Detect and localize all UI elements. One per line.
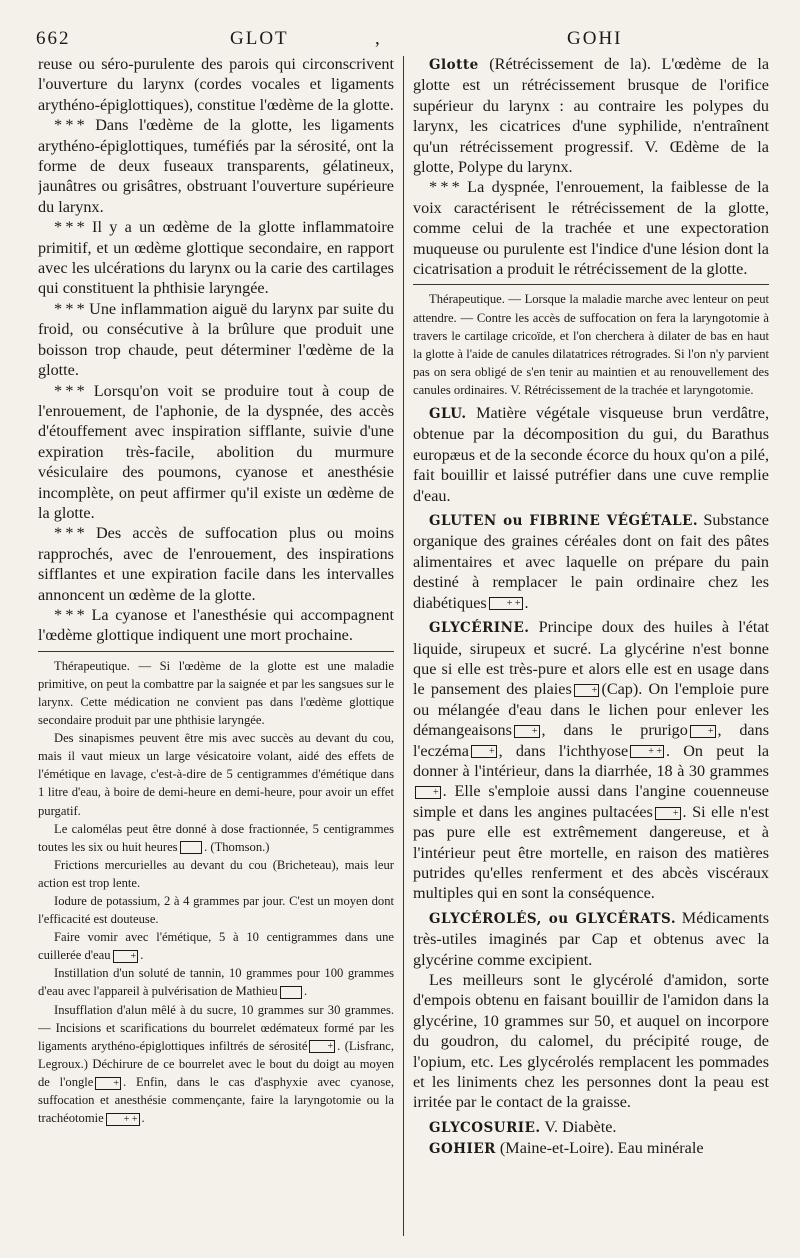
- entry-headword: GLUTEN ou FIBRINE VÉGÉTALE.: [429, 513, 699, 530]
- therapy-paragraph: Faire vomir avec l'émétique, 5 à 10 centigrammes dans une cuillerée d'eau + .: [38, 930, 394, 963]
- plus-box-symbol: +: [113, 950, 139, 963]
- therapy-paragraph: Iodure de potassium, 2 à 4 grammes par jour. C'est un moyen dont l'efficacité est douteuse.: [38, 894, 394, 927]
- therapy-paragraph: Insufflation d'alun mêlé à du sucre, 10 grammes sur 30 grammes. — Incisions et scarifications du bourrelet œdémateux formé par les ligaments arythéno-épiglottiques infiltrés de sérosité + . (Lisfranc, Legroux.) Déchirure de ce bourrelet avec le bout du doigt au moyen de l'ongle + . Enfin, dans le cas d'asphyxie avec cyanose, suffocation et anesthésie commençante, faire la laryngotomie ou la trachéotomie + + .: [38, 1002, 394, 1126]
- entry-glu: GLU. Matière végétale visqueuse brun verdâtre, obtenue par la décomposition du gui, du Barathus europæus et de la seconde écorce du houx qu'on a pilé, fait bouillir et laissé putréfier dans une cuve remplie d'eau.: [413, 404, 769, 505]
- plus-box-symbol: +: [471, 745, 497, 758]
- empty-box-symbol: [180, 841, 203, 854]
- entry-glotte: Glotte (Rétrécissement de la). L'œdème de la glotte est un rétrécissement brusque de l'orifice supérieur du larynx : au contraire les polypes du larynx, les cicatrices d'une syphilide, n'entraînent qu'un rétrécissement progressif. V. Œdème de la glotte, Polype du larynx.: [413, 55, 769, 177]
- entry-headword: GLYCÉROLÉS, ou GLYCÉRATS.: [429, 910, 677, 927]
- therapy-paragraph: Instillation d'un soluté de tannin, 10 grammes pour 100 grammes d'eau avec l'appareil à pulvérisation de Mathieu .: [38, 966, 394, 999]
- left-column: [38, 54, 394, 1244]
- right-column: [413, 54, 769, 1244]
- paragraph: * * * La cyanose et l'anesthésie qui accompagnent l'œdème glottique indiquent une mort prochaine.: [38, 605, 394, 645]
- plus-box-symbol: +: [95, 1077, 121, 1090]
- paragraph: * * * Il y a un œdème de la glotte inflammatoire primitif, et un œdème glottique secondaire, en rapport avec les ulcérations du larynx ou la carie des cartilages qui constituent la phthisie laryngée.: [38, 218, 394, 298]
- entry-headword: GLYCOSURIE.: [429, 1119, 541, 1136]
- section-rule: [413, 284, 769, 285]
- entry-glycosurie: GLYCOSURIE. V. Diabète.: [429, 1117, 617, 1136]
- empty-box-symbol: [280, 986, 303, 999]
- header-mark: ,: [375, 28, 382, 49]
- paragraph: * * * Une inflammation aiguë du larynx par suite du froid, ou consécutive à la brûlure que produit une boisson trop chaude, peut déterminer l'œdème de la glotte.: [38, 299, 394, 380]
- header-left-word: GLOT: [230, 28, 289, 49]
- paragraph: * * * La dyspnée, l'enrouement, la faiblesse de la voix caractérisent le rétrécissement de la glotte, comme celui de la trachée et une expectoration muqueuse ou purulente est l'indice d'une lésion dont la cicatrisation a produit le rétrécissement de la glotte.: [413, 178, 769, 279]
- header-right-word: GOHI: [567, 28, 623, 49]
- paragraph: Les meilleurs sont le glycérolé d'amidon, sorte d'empois obtenu en faisant bouillir de l'amidon dans la glycérine, 10 grammes sur 50, et auquel on incorpore du goudron, du calomel, du précipité rouge, de l'opium, etc. Les glycérolés remplacent les pommades et les liniments chez les personnes dont la peau est irritée par le contact de la graisse.: [413, 971, 769, 1112]
- plus-box-symbol: +: [514, 725, 540, 738]
- entry-gluten: GLUTEN ou FIBRINE VÉGÉTALE. Substance organique des graines céréales dont on fait des pâtes alimentaires et avec laquelle on prépare du pain destiné à remplacer le pain ordinaire chez les diabétiques + + .: [413, 511, 769, 612]
- entry-headword: Glotte: [429, 57, 479, 73]
- entry-glycerine: GLYCÉRINE. Principe doux des huiles à l'état liquide, sirupeux et sucré. La glycérine n'est bonne que si elle est très-pure et alors elle est en usage dans le pansement des plaies + (Cap). On l'emploie pure ou mélangée d'eau dans le lichen pour enlever les démangeaisons + , dans le prurigo + , dans l'eczéma + , dans l'ichthyose + + . On peut la donner à l'intérieur, dans la diarrhée, 18 à 30 grammes+ . Elle s'emploie aussi dans l'angine couenneuse simple et dans les angines pultacées + . Si elle n'est pas pure elle est extrêmement dangereuse, et à l'intérieur peut être mortelle, en raison des matières putrides qu'elles renferment et des abcès viscéraux multiples qui en sont la conséquence.: [413, 618, 769, 903]
- plus-box-symbol: +: [415, 786, 441, 799]
- therapy-paragraph: Thérapeutique. — Si l'œdème de la glotte est une maladie primitive, on peut la combattre par la saignée et par les sangsues sur le larynx. Cette médication ne convient pas dans l'œdème glottique secondaire produit par une phthisie laryngée.: [38, 658, 394, 728]
- plus-box-symbol: +: [574, 684, 600, 697]
- plusplus-box-symbol: + +: [630, 745, 664, 758]
- entry-gohier: GOHIER (Maine-et-Loire). Eau minérale: [429, 1139, 704, 1158]
- page-number: 662: [36, 28, 71, 49]
- entry-headword: GLU.: [429, 406, 467, 423]
- plusplus-box-symbol: + +: [106, 1113, 140, 1126]
- plus-box-symbol: +: [690, 725, 716, 738]
- column-divider: [403, 56, 404, 1236]
- therapy-paragraph: Thérapeutique. — Lorsque la maladie marche avec lenteur on peut attendre. — Contre les accès de suffocation on fera la laryngotomie à travers le cartilage cricoïde, et l'on cherchera à dilater de bas en haut la glotte à l'aide de canules dilatatrices rétrogrades. Si l'on n'y parvient pas on sera obligé de s'en tenir au maintien et au renouvellement des canules ordinaires. V. Rétrécissement de la trachée et laryngotomie.: [413, 292, 769, 397]
- section-rule: [38, 651, 394, 652]
- entry-headword: GOHIER: [429, 1141, 496, 1158]
- plusplus-box-symbol: + +: [489, 597, 523, 610]
- running-header: [30, 24, 770, 54]
- therapy-paragraph: Des sinapismes peuvent être mis avec succès au devant du cou, mais il vaut mieux un large vésicatoire volant, aidé des effets de l'émétique en lavage, c'est-à-dire de 5 centigrammes d'émétique dans 1 litre d'eau, à boire de demi-heure en demi-heure, pour avoir un effet purgatif.: [38, 731, 394, 818]
- therapy-paragraph: Frictions mercurielles au devant du cou (Bricheteau), mais leur action est trop lente.: [38, 857, 394, 890]
- plus-box-symbol: +: [655, 807, 681, 820]
- entry-headword: GLYCÉRINE.: [429, 620, 530, 637]
- paragraph: * * * Lorsqu'on voit se produire tout à coup de l'enrouement, de l'aphonie, de la dyspnée, des accès d'étouffement avec inspiration sifflante, suivie d'une expiration très-facile, abolition du murmure vésiculaire des poumons, cyanose et anesthésie incomplète, on peut affirmer qu'il existe un œdème de la glotte.: [38, 381, 394, 522]
- paragraph: * * * Dans l'œdème de la glotte, les ligaments arythéno-épiglottiques, tuméfiés par la sérosité, ont la forme de deux fuseaux transparents, gélatineux, jaunâtres ou grisâtres, obstruant l'ouverture supérieure du larynx.: [38, 116, 394, 216]
- plus-box-symbol: +: [309, 1040, 335, 1053]
- entry-glyceroles: GLYCÉROLÉS, ou GLYCÉRATS. Médicaments très-utiles imaginés par Cap et obtenus avec la glycérine comme excipient.: [413, 908, 769, 969]
- therapy-paragraph: Le calomélas peut être donné à dose fractionnée, 5 centigrammes toutes les six ou huit heures . (Thomson.): [38, 821, 394, 854]
- paragraph: * * * Des accès de suffocation plus ou moins rapprochés, avec de l'enrouement, des inspirations sifflantes et une expiration facile dans les intervalles annoncent un œdème de la glotte.: [38, 524, 394, 604]
- paragraph: reuse ou séro-purulente des parois qui circonscrivent l'ouverture du larynx (cordes vocales et ligaments arythéno-épiglottiques), constitue l'œdème de la glotte.: [38, 55, 394, 114]
